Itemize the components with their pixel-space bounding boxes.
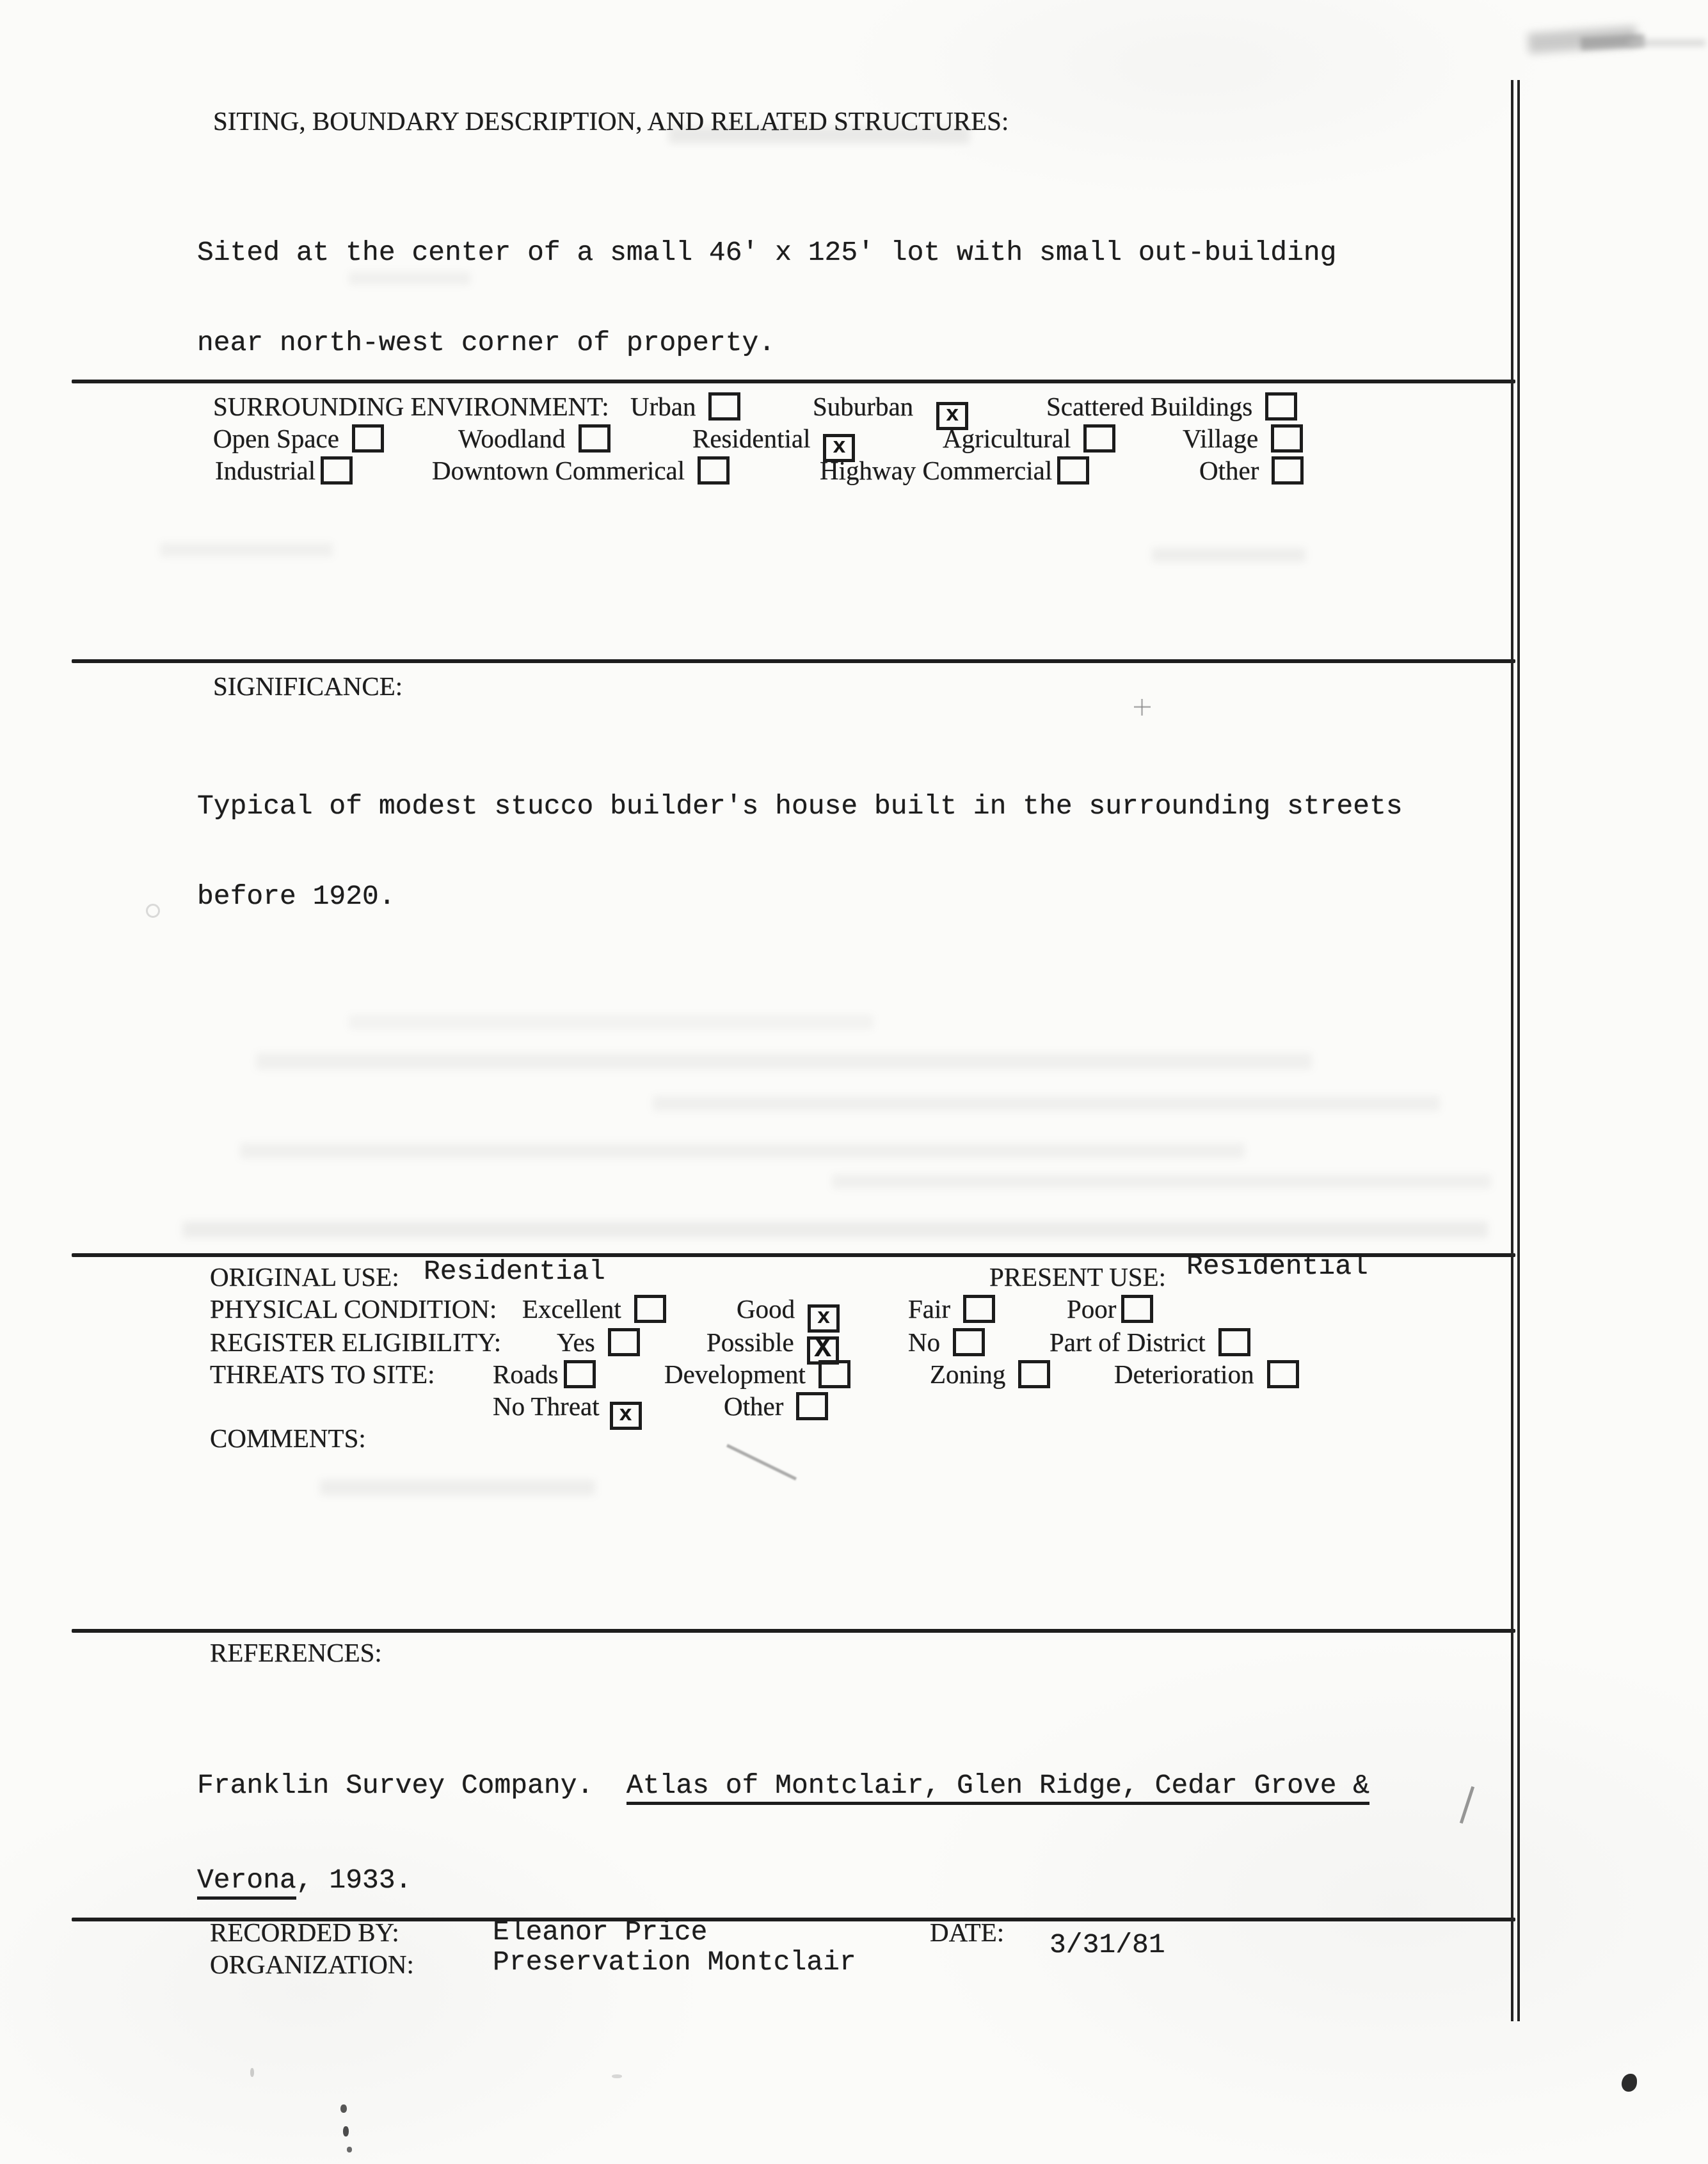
divider-above-references	[72, 1629, 1515, 1633]
yes-checkbox[interactable]	[608, 1328, 640, 1356]
suburban-checkbox[interactable]: x	[936, 402, 968, 430]
checkbox-option-development[interactable]	[664, 1359, 850, 1390]
scan-smudge	[1581, 34, 1645, 50]
stray-mark	[1460, 1786, 1474, 1824]
fair-checkbox[interactable]	[963, 1295, 995, 1323]
recorded-by-label: RECORDED BY:	[210, 1918, 399, 1947]
references-label: REFERENCES:	[210, 1638, 382, 1667]
option-label: Open Space	[213, 424, 339, 453]
option-label: Poor	[1067, 1294, 1117, 1324]
downtown-commerical-checkbox[interactable]	[698, 456, 730, 485]
open-space-checkbox[interactable]	[352, 424, 384, 453]
checkbox-option-woodland[interactable]	[458, 423, 611, 454]
citation-author: Franklin Survey Company.	[197, 1770, 627, 1801]
scan-ghost-text	[256, 1053, 1312, 1070]
significance-text-line: before 1920.	[197, 881, 395, 912]
option-label: Scattered Buildings	[1046, 392, 1253, 421]
citation-line	[197, 1770, 1369, 1805]
agricultural-checkbox[interactable]	[1083, 424, 1115, 453]
option-label: Deterioration	[1114, 1359, 1254, 1389]
checkbox-option-other-threat[interactable]	[724, 1391, 828, 1422]
ink-blot	[1622, 2074, 1637, 2092]
scan-ghost-text	[832, 1174, 1491, 1189]
significance-text-line: Typical of modest stucco builder's house built in the surrounding streets	[197, 790, 1403, 822]
date-label: DATE:	[930, 1918, 1005, 1947]
option-label: Industrial	[215, 456, 316, 485]
village-checkbox[interactable]	[1271, 424, 1303, 453]
checkbox-option-excellent[interactable]	[522, 1294, 666, 1325]
roads-checkbox[interactable]	[564, 1360, 596, 1388]
highway-commercial-checkbox[interactable]	[1057, 456, 1089, 485]
option-label: Agricultural	[943, 424, 1071, 453]
significance-text	[197, 731, 1403, 972]
organization-label: ORGANIZATION:	[210, 1950, 414, 1979]
ink-speck	[612, 2074, 622, 2078]
ink-speck	[340, 2104, 347, 2113]
woodland-checkbox[interactable]	[579, 424, 611, 453]
citation-title-underlined: Verona	[197, 1865, 296, 1900]
excellent-checkbox[interactable]	[634, 1295, 666, 1323]
surrounding-environment-label: SURROUNDING ENVIRONMENT:	[213, 392, 609, 421]
scan-ghost-text	[320, 1480, 595, 1495]
citation-title-underlined: Atlas of Montclair, Glen Ridge, Cedar Grove &	[627, 1770, 1369, 1805]
option-label: Urban	[630, 392, 696, 421]
poor-checkbox[interactable]	[1121, 1295, 1153, 1323]
threats-to-site-label: THREATS TO SITE:	[210, 1359, 435, 1389]
option-label: Excellent	[522, 1294, 621, 1324]
scan-ghost-text	[653, 1096, 1440, 1111]
residential-checkbox[interactable]: x	[823, 434, 855, 462]
scan-ghost-text	[182, 1221, 1488, 1238]
checkbox-option-open-space[interactable]	[213, 423, 384, 454]
option-label: Other	[1199, 456, 1259, 485]
option-label: Residential	[692, 424, 811, 453]
option-label: Downtown Commerical	[432, 456, 685, 485]
checkbox-option-highway-commercial[interactable]	[820, 455, 1089, 486]
other-environment-checkbox[interactable]	[1272, 456, 1304, 485]
option-label: Good	[737, 1294, 795, 1324]
plus-artifact	[1134, 706, 1151, 708]
option-label: Development	[664, 1359, 806, 1389]
option-label: Possible	[706, 1327, 794, 1357]
checkbox-option-other-environment[interactable]	[1199, 455, 1304, 486]
zoning-checkbox[interactable]	[1018, 1360, 1050, 1388]
deterioration-checkbox[interactable]	[1267, 1360, 1299, 1388]
checkbox-option-fair[interactable]	[908, 1294, 995, 1325]
checkbox-option-zoning[interactable]	[930, 1359, 1050, 1390]
register-eligibility-label: REGISTER ELIGIBILITY:	[210, 1327, 502, 1357]
citation-year: , 1933.	[296, 1864, 412, 1896]
checkbox-option-downtown-commerical[interactable]	[432, 455, 730, 486]
ink-speck	[347, 2147, 352, 2152]
scan-ghost-text	[240, 1143, 1245, 1158]
option-label: No	[908, 1327, 941, 1357]
scan-smudge	[1528, 26, 1638, 54]
date-value: 3/31/81	[1050, 1929, 1165, 1960]
recorded-by-value: Eleanor Price	[493, 1916, 708, 1948]
divider-above-significance	[72, 659, 1515, 663]
scan-ghost-text	[349, 1015, 874, 1029]
development-checkbox[interactable]	[818, 1360, 850, 1388]
stray-mark	[146, 904, 160, 918]
physical-condition-label: PHYSICAL CONDITION:	[210, 1294, 497, 1324]
option-label: Zoning	[930, 1359, 1006, 1389]
no-threat-checkbox[interactable]: x	[610, 1402, 642, 1430]
checkbox-option-deterioration[interactable]	[1114, 1359, 1299, 1390]
plus-artifact	[1141, 699, 1143, 716]
checkbox-option-part-of-district[interactable]	[1050, 1327, 1250, 1358]
scan-ghost-text	[160, 543, 333, 557]
organization-value: Preservation Montclair	[493, 1946, 856, 1978]
urban-checkbox[interactable]	[708, 392, 740, 421]
option-label: Other	[724, 1391, 784, 1421]
checkbox-option-roads[interactable]	[493, 1359, 596, 1390]
pencil-mark	[726, 1444, 797, 1480]
option-label: Highway Commercial	[820, 456, 1053, 485]
checkbox-option-industrial[interactable]	[215, 455, 353, 486]
option-label: No Threat	[493, 1391, 600, 1421]
present-use-label: PRESENT USE:	[989, 1262, 1167, 1292]
checkbox-option-yes[interactable]	[557, 1327, 640, 1358]
option-label: Roads	[493, 1359, 559, 1389]
significance-label: SIGNIFICANCE:	[213, 671, 403, 701]
siting-description-line: Sited at the center of a small 46' x 125' lot with small out-building	[197, 237, 1337, 268]
checkbox-option-scattered-buildings[interactable]	[1046, 391, 1297, 422]
present-use-value: Residential	[1186, 1251, 1368, 1282]
other-threat-checkbox[interactable]	[796, 1392, 828, 1420]
scan-smudge	[1629, 40, 1705, 46]
ink-speck	[250, 2068, 254, 2077]
comments-label: COMMENTS:	[210, 1423, 366, 1453]
scattered-buildings-checkbox[interactable]	[1265, 392, 1297, 421]
siting-description	[197, 177, 1337, 418]
checkbox-option-village[interactable]	[1183, 423, 1303, 454]
siting-description-line: near north-west corner of property.	[197, 327, 776, 358]
scan-ghost-text	[1152, 548, 1305, 562]
checkbox-option-agricultural[interactable]	[943, 423, 1115, 454]
option-label: Woodland	[458, 424, 566, 453]
part-of-district-checkbox[interactable]	[1218, 1328, 1250, 1356]
option-label: Suburban	[813, 392, 914, 421]
citation-line	[197, 1865, 1369, 1900]
checkbox-option-no-threat[interactable]	[493, 1391, 642, 1430]
option-label: Village	[1183, 424, 1259, 453]
right-margin-line-outer	[1511, 80, 1513, 2021]
option-label: Fair	[908, 1294, 951, 1324]
original-use-value: Residential	[424, 1256, 605, 1287]
industrial-checkbox[interactable]	[321, 456, 353, 485]
good-checkbox[interactable]: x	[808, 1304, 840, 1333]
option-label: Part of District	[1050, 1327, 1206, 1357]
no-checkbox[interactable]	[953, 1328, 985, 1356]
right-margin-line-inner	[1517, 80, 1520, 2021]
original-use-label: ORIGINAL USE:	[210, 1262, 399, 1292]
ink-speck	[343, 2126, 349, 2136]
possible-checkbox[interactable]: X	[807, 1336, 839, 1365]
option-label: Yes	[557, 1327, 595, 1357]
siting-heading: SITING, BOUNDARY DESCRIPTION, AND RELATED STRUCTURES:	[213, 106, 1009, 136]
checkbox-option-poor[interactable]	[1067, 1294, 1153, 1325]
checkbox-option-no[interactable]	[908, 1327, 985, 1358]
checkbox-option-urban[interactable]	[630, 391, 740, 422]
